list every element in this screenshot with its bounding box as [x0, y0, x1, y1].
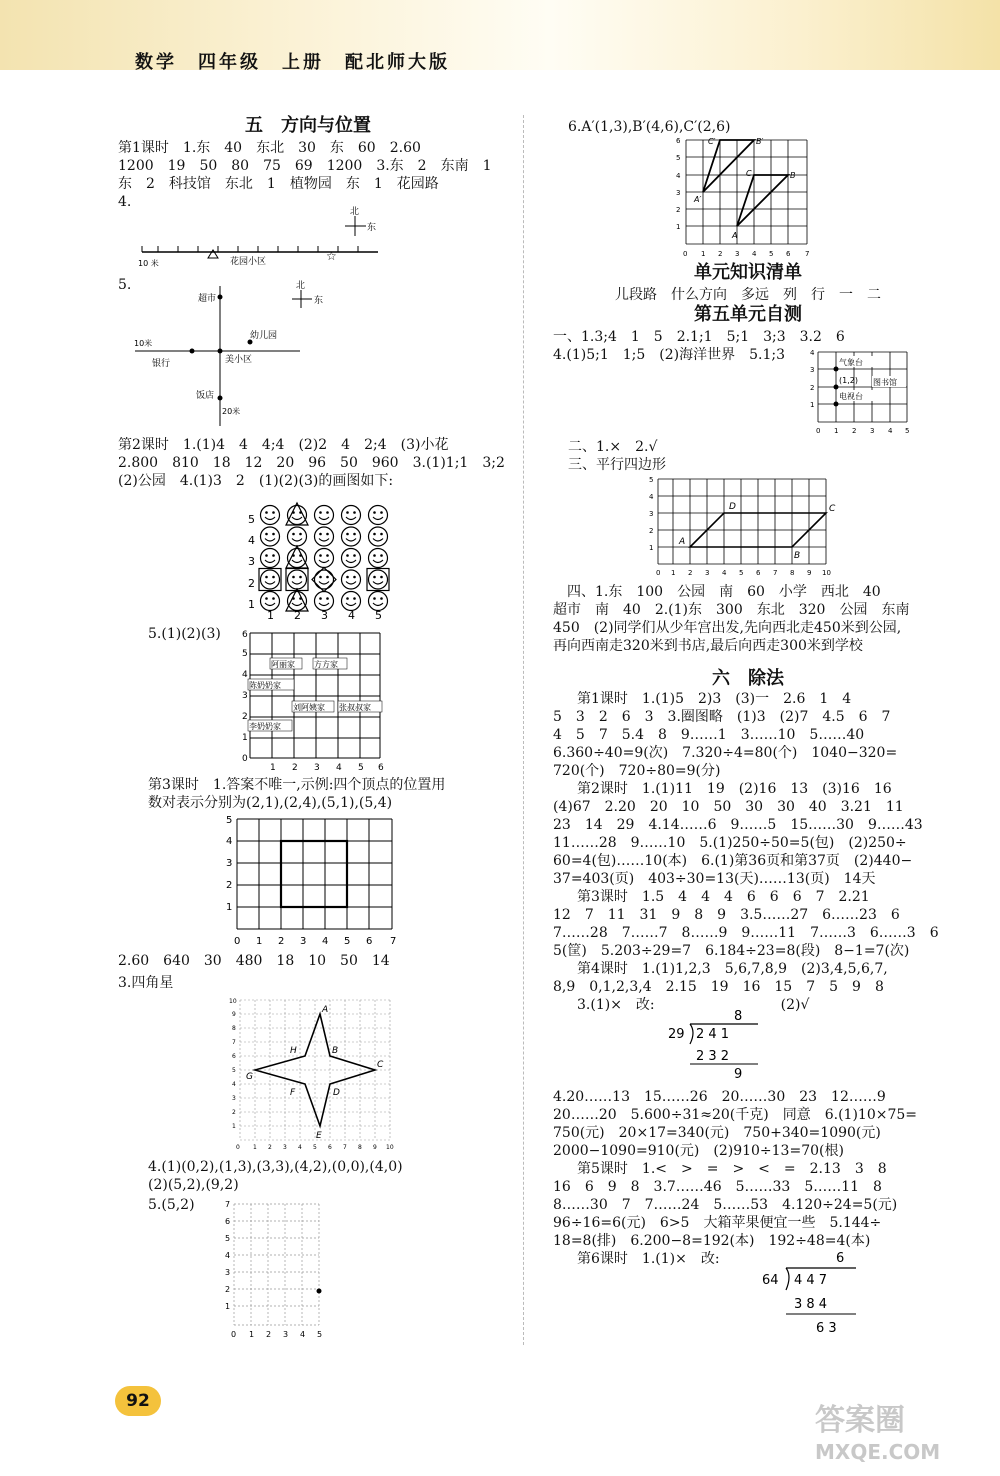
- answer-line: 11……28 9……10 5.(1)250÷50=5(包) (2)250÷: [553, 835, 907, 851]
- smiley-icon: [369, 527, 388, 546]
- answer-line: 18=8(排) 6.200−8=192(本) 192÷48=4(本): [553, 1233, 871, 1249]
- svg-text:3: 3: [676, 189, 681, 197]
- division-product: 3 8 4: [794, 1297, 828, 1312]
- square-marker: [259, 569, 281, 591]
- smiley-icon: [261, 527, 280, 546]
- figure-rectangle-grid: [222, 814, 407, 948]
- svg-text:1: 1: [256, 936, 263, 947]
- q5c-label: 5.(5,2): [148, 1197, 195, 1213]
- svg-text:4: 4: [226, 836, 233, 847]
- svg-text:0: 0: [236, 1144, 240, 1151]
- svg-text:1: 1: [649, 544, 654, 552]
- answer-line: 再向西南走320米到书店,最后向西走300米到学校: [553, 638, 863, 654]
- answer-line: 一、1.3;4 1 5 2.1;1 5;1 3;3 3.2 6: [553, 329, 845, 345]
- svg-text:5: 5: [676, 154, 681, 162]
- answer-line: 第6课时 1.(1)× 改:: [577, 1251, 720, 1267]
- svg-text:5: 5: [905, 427, 910, 435]
- answer-line: 4.(1)(0,2),(1,3),(3,3),(4,2),(0,0),(4,0): [148, 1159, 403, 1175]
- home-label: 陈奶奶家: [249, 681, 281, 690]
- home-label: 阿丽家: [271, 660, 295, 669]
- svg-text:2: 2: [292, 763, 298, 773]
- answer-line: 第2课时 1.(1)11 19 (2)16 13 (3)16 16: [577, 781, 892, 797]
- axis-label: 4: [348, 609, 355, 619]
- answer-line: (4)67 2.20 20 10 50 30 30 40 3.21 11: [553, 799, 904, 815]
- point-hotel: [218, 396, 223, 401]
- star-marker: ☆: [326, 249, 337, 263]
- svg-text:5: 5: [344, 936, 351, 947]
- svg-text:1: 1: [226, 902, 233, 913]
- triangle-marker: [286, 546, 308, 568]
- svg-text:5: 5: [232, 1067, 236, 1074]
- triangle-image: [703, 140, 754, 192]
- figure-homes-grid: [230, 625, 390, 773]
- svg-text:6: 6: [328, 1144, 332, 1151]
- plotted-point: [317, 1289, 322, 1294]
- home-label: 刘阿姨家: [293, 703, 325, 712]
- vertex-label: H: [290, 1046, 297, 1056]
- svg-text:8: 8: [358, 1144, 362, 1151]
- svg-text:5: 5: [358, 763, 364, 773]
- vertex-label: C: [829, 504, 836, 514]
- smiley-icon: [369, 592, 388, 611]
- north-label: 北: [350, 207, 360, 217]
- svg-text:2: 2: [278, 936, 285, 947]
- svg-text:3: 3: [248, 555, 255, 568]
- test-part2: [568, 438, 948, 474]
- svg-text:4: 4: [225, 1251, 231, 1260]
- division-remainder: 9: [734, 1067, 743, 1082]
- place-label: 饭店: [196, 391, 215, 401]
- axis-label: 5: [375, 609, 382, 619]
- svg-text:7: 7: [343, 1144, 347, 1151]
- answer-line: 5(筐) 5.203÷29=7 6.184÷23=8(段) 8−1=7(次): [553, 943, 910, 959]
- svg-text:2: 2: [718, 250, 723, 258]
- vertex-label: A: [322, 1005, 329, 1015]
- answer-line: 四、1.东 100 公园 南 60 小学 西北 40: [567, 584, 881, 600]
- home-label: 李奶奶家: [249, 722, 281, 731]
- vertex-label: A: [679, 537, 686, 547]
- answer-line: 儿段路 什么方向 多远 列 行 一 二: [615, 287, 881, 303]
- svg-text:1: 1: [248, 598, 255, 611]
- figure-triangle-translation: [672, 134, 822, 262]
- svg-text:4: 4: [232, 1081, 236, 1088]
- svg-text:6: 6: [366, 936, 373, 947]
- svg-text:4: 4: [752, 250, 757, 258]
- answer-line: 60=4(包)……10(本) 6.(1)第36页和第37页 (2)440−: [553, 853, 913, 869]
- point-library: [834, 385, 839, 390]
- watermark-logo: 答案圈: [815, 1403, 905, 1438]
- svg-text:1: 1: [810, 401, 815, 409]
- svg-text:1: 1: [701, 250, 706, 258]
- svg-text:1: 1: [225, 1302, 231, 1311]
- drawn-rectangle: [281, 841, 347, 907]
- svg-text:6: 6: [756, 569, 761, 577]
- column-divider: [523, 115, 524, 1345]
- vertex-label: F: [290, 1088, 296, 1098]
- division-divisor: 29: [668, 1027, 685, 1042]
- answer-line: 8,9 0,1,2,3,4 2.15 19 16 15 7 5 9 8: [553, 979, 884, 995]
- section6-block: [553, 668, 943, 1014]
- triangle-original: [737, 175, 788, 226]
- svg-text:3: 3: [705, 569, 710, 577]
- east-label: 东: [367, 223, 377, 233]
- lesson2-block: [118, 436, 508, 490]
- answer-line: 第3课时 1.答案不唯一,示例:四个顶点的位置用: [148, 777, 446, 793]
- vertex-label: D: [333, 1088, 340, 1098]
- point-home: [218, 349, 223, 354]
- svg-text:9: 9: [373, 1144, 377, 1151]
- svg-text:3: 3: [649, 510, 654, 518]
- answer-line: 6.360÷40=9(次) 7.320÷4=80(个) 1040−320=: [553, 745, 898, 761]
- point-tv-station: [834, 402, 839, 407]
- answer-line: 2.60 640 30 480 18 10 50 14: [118, 953, 390, 969]
- vertex-label: B: [790, 171, 796, 180]
- svg-text:6: 6: [786, 250, 791, 258]
- svg-text:3: 3: [283, 1330, 289, 1339]
- figure-smiley-grid: [240, 497, 400, 619]
- answer-line: (2)(5,2),(9,2): [148, 1177, 239, 1193]
- left-column: [118, 115, 498, 211]
- svg-text:1: 1: [834, 427, 839, 435]
- axis-label: 2: [294, 609, 301, 619]
- division-remainder: 6 3: [816, 1321, 837, 1336]
- place-label: 幼儿园: [250, 331, 278, 341]
- smiley-icon: [369, 549, 388, 568]
- svg-text:7: 7: [805, 250, 810, 258]
- long-division-1: [660, 1010, 770, 1082]
- svg-text:1: 1: [249, 1330, 255, 1339]
- svg-text:4: 4: [649, 493, 654, 501]
- answer-line: 23 14 29 4.14……6 9……5 15……30 9……43: [553, 817, 923, 833]
- place-label: 图书馆: [873, 378, 897, 387]
- vertex-label: B: [332, 1046, 339, 1056]
- svg-text:1: 1: [242, 733, 248, 743]
- smiley-icon: [315, 570, 334, 589]
- answer-line: 4.(1)5;1 1;5 (2)海洋世界 5.1;3: [553, 347, 785, 363]
- svg-text:3: 3: [283, 1144, 287, 1151]
- figure-location-grid: [810, 348, 910, 436]
- answer-line: 5 3 2 6 3 3.圈图略 (1)3 (2)7 4.5 6 7: [553, 709, 891, 725]
- svg-text:7: 7: [232, 1039, 236, 1046]
- scale-label: 20米: [222, 407, 241, 416]
- svg-text:1: 1: [676, 223, 681, 231]
- smiley-icon: [288, 570, 307, 589]
- svg-text:9: 9: [232, 1011, 236, 1018]
- svg-text:3: 3: [810, 366, 815, 374]
- svg-text:4: 4: [336, 763, 342, 773]
- svg-text:4: 4: [248, 534, 255, 547]
- svg-text:8: 8: [232, 1025, 236, 1032]
- svg-text:7: 7: [773, 569, 778, 577]
- place-label: 美小区: [225, 355, 253, 365]
- svg-text:6: 6: [225, 1217, 231, 1226]
- svg-text:9: 9: [807, 569, 812, 577]
- answer-line: 第5课时 1.< > = > < = 2.13 3 8: [577, 1161, 887, 1177]
- svg-text:5: 5: [226, 815, 233, 826]
- answer-line: 20……20 5.600÷31≈20(千克) 同意 6.(1)10×75=: [553, 1107, 917, 1123]
- svg-text:1: 1: [253, 1144, 257, 1151]
- svg-text:2: 2: [225, 1285, 231, 1294]
- svg-text:5: 5: [317, 1330, 323, 1339]
- page-number: 92: [115, 1386, 161, 1416]
- svg-text:4: 4: [322, 936, 329, 947]
- axis-label: 3: [321, 609, 328, 619]
- q5-label: 5.: [118, 277, 132, 293]
- svg-text:5: 5: [739, 569, 744, 577]
- svg-text:6: 6: [242, 630, 248, 640]
- svg-text:2: 2: [242, 712, 248, 722]
- svg-text:3: 3: [226, 858, 233, 869]
- smiley-icon: [369, 506, 388, 525]
- vertex-label: B: [794, 551, 801, 561]
- answer-line: 8……30 7 7……24 5……53 4.120÷24=5(元): [553, 1197, 898, 1213]
- svg-text:2: 2: [266, 1330, 272, 1339]
- place-label: 气象台: [839, 358, 863, 367]
- q5b-label: 5.(1)(2)(3): [148, 626, 221, 642]
- svg-text:4: 4: [676, 172, 681, 180]
- answer-line: 1200 19 50 80 75 69 1200 3.东 2 东南 1: [118, 158, 492, 174]
- svg-text:5: 5: [242, 649, 248, 659]
- scale-label: 10米: [134, 339, 153, 348]
- svg-text:3: 3: [870, 427, 875, 435]
- triangle-marker: [286, 503, 308, 525]
- svg-text:2: 2: [810, 384, 815, 392]
- smiley-icon: [342, 570, 361, 589]
- test-part4: [553, 583, 943, 655]
- axis-label: 1: [267, 609, 274, 619]
- smiley-icon: [342, 549, 361, 568]
- division-quotient: 8: [734, 1010, 743, 1024]
- svg-text:6: 6: [378, 763, 384, 773]
- figure-parallelogram: [646, 474, 846, 582]
- answer-line: 96÷16=6(元) 6>5 大箱苹果便宜一些 5.144÷: [553, 1215, 882, 1231]
- lesson4-5-block: [553, 1088, 943, 1268]
- vertex-label: A′: [694, 195, 702, 204]
- point-weather-station: [834, 367, 839, 372]
- place-label: 银行: [152, 359, 171, 369]
- answer-line: 720(个) 720÷80=9(分): [553, 763, 721, 779]
- answer-line: 2.800 810 18 12 20 96 50 960 3.(1)1;1 3;2: [118, 455, 505, 471]
- vertex-label: A: [732, 231, 738, 240]
- place-label: 电视台: [839, 392, 863, 401]
- coordinate-label: (1,2): [839, 376, 858, 385]
- answer-line: 第2课时 1.(1)4 4 4;4 (2)2 4 2;4 (3)小花: [118, 437, 449, 453]
- svg-text:5: 5: [769, 250, 774, 258]
- answer-line: 第1课时 1.东 40 东北 30 东 60 2.60: [118, 140, 421, 156]
- smiley-icon: [261, 570, 280, 589]
- vertex-label: D: [729, 502, 736, 512]
- answer-line: 三、平行四边形: [568, 457, 666, 473]
- svg-text:2: 2: [232, 1109, 236, 1116]
- smiley-icon: [261, 549, 280, 568]
- place-label: 超市: [198, 294, 217, 304]
- svg-text:2: 2: [268, 1144, 272, 1151]
- vertex-label: G: [246, 1072, 253, 1082]
- svg-text:8: 8: [790, 569, 795, 577]
- lesson3-more: [118, 952, 508, 992]
- svg-text:0: 0: [234, 936, 241, 947]
- svg-text:3: 3: [225, 1268, 231, 1277]
- smiley-icon: [342, 592, 361, 611]
- svg-text:6: 6: [232, 1053, 236, 1060]
- svg-text:10: 10: [386, 1144, 394, 1151]
- division-divisor: 64: [762, 1273, 779, 1288]
- answer-line: 3.四角星: [118, 975, 174, 991]
- grid-lines: [250, 633, 380, 758]
- answer-line: 超市 南 40 2.(1)东 300 东北 320 公园 东南: [553, 602, 910, 618]
- north-label: 北: [296, 281, 306, 291]
- answer-line: 4.: [118, 194, 132, 210]
- svg-text:4: 4: [810, 349, 815, 357]
- svg-text:1: 1: [270, 763, 276, 773]
- section-title-5: 五 方向与位置: [245, 115, 371, 136]
- figure-point-grid: [222, 1198, 327, 1340]
- svg-text:3: 3: [232, 1095, 236, 1102]
- answer-line: 4.20……13 15……26 20……30 23 12……9: [553, 1089, 886, 1105]
- section-title-6: 六 除法: [712, 668, 784, 689]
- svg-text:10: 10: [822, 569, 831, 577]
- knowledge-title: 单元知识清单: [694, 262, 802, 283]
- smiley-icon: [315, 549, 334, 568]
- svg-text:5: 5: [649, 476, 654, 484]
- svg-text:10: 10: [229, 998, 237, 1005]
- answer-line: 3.(1)× 改: (2)√: [577, 997, 810, 1013]
- answer-line: 450 (2)同学们从少年宫出发,先向西北走450米到公园,: [553, 620, 902, 636]
- vertex-label: C′: [708, 137, 716, 146]
- q4-block: [148, 1158, 518, 1194]
- smiley-icon: [261, 506, 280, 525]
- page-header-title: 数学 四年级 上册 配北师大版: [135, 52, 450, 73]
- vertex-label: C: [377, 1060, 384, 1070]
- answer-line: 7……28 7……7 8……9 9……11 7……3 6……3 6: [553, 925, 939, 941]
- vertex-label: C: [746, 169, 752, 178]
- svg-text:3: 3: [300, 936, 307, 947]
- svg-text:3: 3: [735, 250, 740, 258]
- answer-line: 第4课时 1.(1)1,2,3 5,6,7,8,9 (2)3,4,5,6,7,: [577, 961, 888, 977]
- answer-line: 第3课时 1.5 4 4 4 6 6 6 7 2.21: [577, 889, 870, 905]
- svg-text:7: 7: [225, 1200, 231, 1209]
- smiley-icon: [369, 570, 388, 589]
- smiley-icon: [342, 506, 361, 525]
- square-marker: [367, 569, 389, 591]
- smiley-icon: [315, 527, 334, 546]
- svg-text:0: 0: [656, 569, 661, 577]
- answer-line: 37=403(页) 403÷30=13(天)……13(页) 14天: [553, 871, 876, 887]
- svg-text:2: 2: [852, 427, 857, 435]
- point-bank: [190, 349, 195, 354]
- svg-text:3: 3: [242, 691, 248, 701]
- watermark-url: MXQE.COM: [815, 1440, 941, 1464]
- svg-text:0: 0: [683, 250, 688, 258]
- svg-text:2: 2: [248, 577, 255, 590]
- smiley-icon: [315, 592, 334, 611]
- scale-label: 10 米: [138, 259, 159, 268]
- grid-lines: [658, 479, 826, 564]
- east-label: 东: [314, 296, 324, 306]
- grid-lines: [234, 1204, 319, 1325]
- grid-lines: [237, 819, 392, 929]
- division-dividend: 4 4 7: [794, 1273, 828, 1288]
- svg-text:2: 2: [688, 569, 693, 577]
- svg-text:0: 0: [242, 754, 248, 764]
- figure-number-line: [138, 200, 388, 272]
- svg-text:0: 0: [816, 427, 821, 435]
- division-product: 2 3 2: [696, 1049, 730, 1064]
- answer-line: (2)公园 4.(1)3 2 (1)(2)(3)的画图如下:: [118, 473, 394, 489]
- lesson3-block: [148, 776, 518, 812]
- answer-line: 750(元) 20×17=340(元) 750+340=1090(元): [553, 1125, 881, 1141]
- point-supermarket: [218, 295, 223, 300]
- triangle-marker: [208, 250, 218, 258]
- smiley-icon: [342, 527, 361, 546]
- figure-direction-map: [130, 276, 330, 431]
- svg-text:3: 3: [314, 763, 320, 773]
- home-label: 张叔叔家: [339, 703, 371, 712]
- square-marker: [286, 569, 308, 591]
- svg-text:5: 5: [248, 513, 255, 526]
- vertex-label: B′: [756, 137, 764, 146]
- svg-text:5: 5: [313, 1144, 317, 1151]
- division-dividend: 2 4 1: [696, 1027, 730, 1042]
- answer-line: 二、1.× 2.√: [568, 439, 658, 455]
- svg-text:0: 0: [231, 1330, 237, 1339]
- svg-text:2: 2: [676, 206, 681, 214]
- svg-text:6: 6: [676, 137, 681, 145]
- diamond-marker: [312, 568, 336, 592]
- answer-line: 东 2 科技馆 东北 1 植物园 东 1 花园路: [118, 176, 439, 192]
- answer-line: 第1课时 1.(1)5 2)3 (3)一 2.6 1 4: [577, 691, 852, 707]
- answer-line: 数对表示分别为(2,1),(2,4),(5,1),(5,4): [148, 795, 393, 811]
- svg-text:4: 4: [722, 569, 727, 577]
- smiley-icon: [315, 506, 334, 525]
- svg-text:1: 1: [232, 1123, 236, 1130]
- q6-label: 6.A′(1,3),B′(4,6),C′(2,6): [568, 119, 731, 135]
- figure-four-point-star: [228, 995, 398, 1155]
- place-label: 花园小区: [230, 257, 267, 267]
- division-quotient: 6: [836, 1251, 845, 1266]
- grid-lines: [240, 1000, 390, 1140]
- triangle-marker: [286, 589, 308, 611]
- unit-test-title: 第五单元自测: [694, 304, 802, 325]
- svg-text:2: 2: [226, 880, 233, 891]
- smiley-icon: [261, 592, 280, 611]
- home-label: 方方家: [314, 660, 338, 669]
- svg-text:5: 5: [225, 1234, 231, 1243]
- answer-line: 4 5 7 5.4 8 9……1 3……10 5……40: [553, 727, 865, 743]
- svg-text:4: 4: [298, 1144, 302, 1151]
- svg-text:4: 4: [300, 1330, 306, 1339]
- svg-text:2: 2: [649, 527, 654, 535]
- answer-line: 16 6 9 8 3.7……46 5……33 5……11 8: [553, 1179, 882, 1195]
- long-division-2: [756, 1248, 866, 1342]
- svg-text:7: 7: [390, 936, 397, 947]
- answer-line: 12 7 11 31 9 8 9 3.5……27 6……23 6: [553, 907, 900, 923]
- svg-text:1: 1: [671, 569, 676, 577]
- smiley-icon: [288, 527, 307, 546]
- svg-text:4: 4: [242, 670, 248, 680]
- vertex-label: E: [316, 1131, 322, 1141]
- svg-text:4: 4: [888, 427, 893, 435]
- answer-line: 2000−1090=910(元) (2)910÷13=70(根): [553, 1143, 844, 1159]
